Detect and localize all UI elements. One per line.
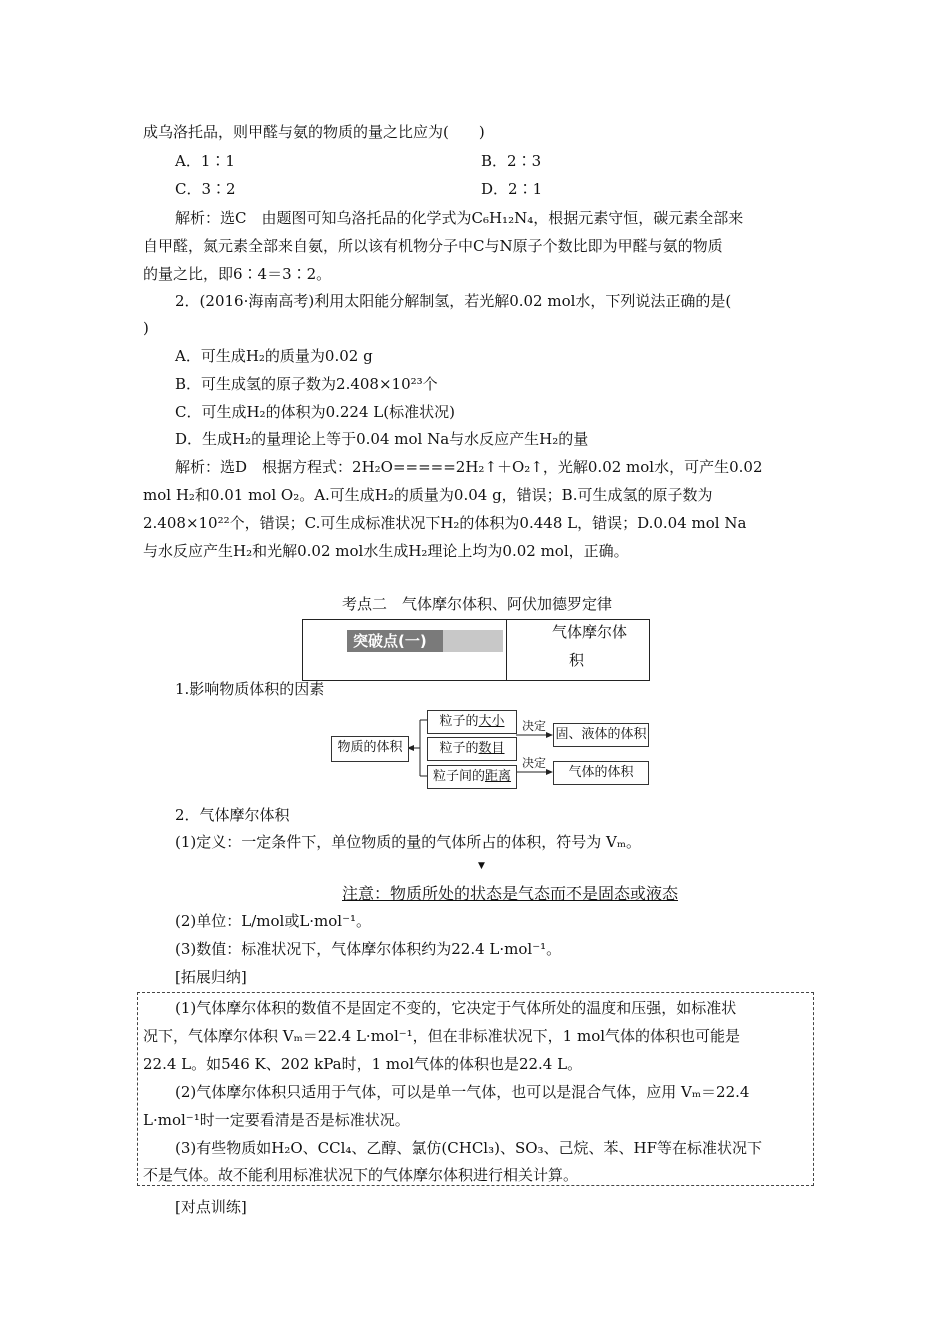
box-particle-size: 粒子的大小 (427, 710, 517, 734)
molar-definition: (1)定义：一定条件下，单位物质的量的气体所占的体积，符号为 Vₘ。 (175, 833, 642, 851)
ext-p3-line2: 不是气体。故不能利用标准状况下的气体摩尔体积进行相关计算。 (143, 1166, 579, 1184)
q2-analysis-1: 解析：选D 根据方程式：2H₂O=====2H₂↑＋O₂↑，光解0.02 mol水，可产生0.02 (175, 458, 763, 476)
ext-p1-line2: 况下，气体摩尔体积 Vₘ＝22.4 L·mol⁻¹，但在非标准状况下，1 mol气体的体积也可能是 (143, 1027, 741, 1045)
molar-value: (3)数值：标准状况下，气体摩尔体积约为22.4 L·mol⁻¹。 (175, 940, 562, 958)
q1-option-d: D．2∶1 (481, 180, 543, 198)
box-solid-liquid-volume: 固、液体的体积 (553, 723, 649, 747)
box-label-2: 积 (569, 651, 585, 669)
q1-option-c: C．3∶2 (175, 180, 236, 198)
ext-p2-line2: L·mol⁻¹时一定要看清是否是标准状况。 (143, 1111, 410, 1129)
q2-analysis-3: 2.408×10²²个，错误；C.可生成标准状况下H₂的体积为0.448 L，错误；D.0.04 mol Na (143, 514, 747, 532)
q1-analysis-3: 的量之比，即6∶4＝3∶2。 (143, 265, 332, 283)
q1-stem: 成乌洛托品，则甲醛与氨的物质的量之比应为( ) (143, 123, 485, 141)
decide-label-2: 决定 (522, 756, 547, 770)
q1-analysis-2: 自甲醛，氮元素全部来自氨，所以该有机物分子中C与N原子个数比即为甲醛与氨的物质 (143, 237, 723, 255)
box-particle-count: 粒子的数目 (427, 737, 517, 761)
q2-option-d: D．生成H₂的量理论上等于0.04 mol Na与水反应产生H₂的量 (175, 430, 589, 448)
q1-option-b: B．2∶3 (481, 152, 542, 170)
molar-heading: 2．气体摩尔体积 (175, 806, 290, 824)
decide-label-1: 决定 (522, 719, 547, 733)
box-gas-volume: 气体的体积 (553, 761, 649, 785)
q2-analysis-4: 与水反应产生H₂和光解0.02 mol水生成H₂理论上均为0.02 mol，正确。 (143, 542, 629, 560)
section-badge: 突破点(一) (347, 630, 449, 652)
ext-p2-line1: (2)气体摩尔体积只适用于气体，可以是单一气体，也可以是混合气体，应用 Vₘ＝22.4 (175, 1083, 750, 1101)
section-title: 考点二 气体摩尔体积、阿伏加德罗定律 (342, 595, 613, 613)
q2-option-b: B．可生成氢的原子数为2.408×10²³个 (175, 375, 438, 393)
box-particle-distance: 粒子间的距离 (427, 765, 517, 789)
ext-p1-line3: 22.4 L。如546 K、202 kPa时，1 mol气体的体积也是22.4 L。 (143, 1055, 583, 1073)
molar-unit: (2)单位：L/mol或L·mol⁻¹。 (175, 912, 372, 930)
ext-p1-line1: (1)气体摩尔体积的数值不是固定不变的，它决定于气体所处的温度和压强，如标准状 (175, 999, 737, 1017)
q2-option-c: C．可生成H₂的体积为0.224 L(标准状况) (175, 403, 455, 421)
q2-analysis-2: mol H₂和0.01 mol O₂。A.可生成H₂的质量为0.04 g，错误；B.可生成氢的原子数为 (143, 486, 713, 504)
q2-stem-1: 2．(2016·海南高考)利用太阳能分解制氢，若光解0.02 mol水，下列说法正确的是( (175, 292, 732, 310)
box-substance-volume: 物质的体积 (331, 736, 409, 762)
box-label-1: 气体摩尔体 (552, 623, 628, 641)
pointer-arrow-icon: ▼ (478, 861, 485, 871)
q2-stem-2: ) (143, 319, 149, 337)
extension-label: [拓展归纳] (175, 968, 247, 986)
ext-p3-line1: (3)有些物质如H₂O、CCl₄、乙醇、氯仿(CHCl₃)、SO₃、己烷、苯、HF等在标准状况下 (175, 1139, 763, 1157)
q2-option-a: A．可生成H₂的质量为0.02 g (175, 347, 373, 365)
q1-analysis-1: 解析：选C 由题图可知乌洛托品的化学式为C₆H₁₂N₄，根据元素守恒，碳元素全部来 (175, 209, 744, 227)
note-text: 注意：物质所处的状态是气态而不是固态或液态 (342, 884, 679, 903)
q1-option-a: A．1∶1 (175, 152, 235, 170)
factors-heading: 1.影响物质体积的因素 (175, 680, 325, 698)
practice-label: [对点训练] (175, 1198, 247, 1216)
